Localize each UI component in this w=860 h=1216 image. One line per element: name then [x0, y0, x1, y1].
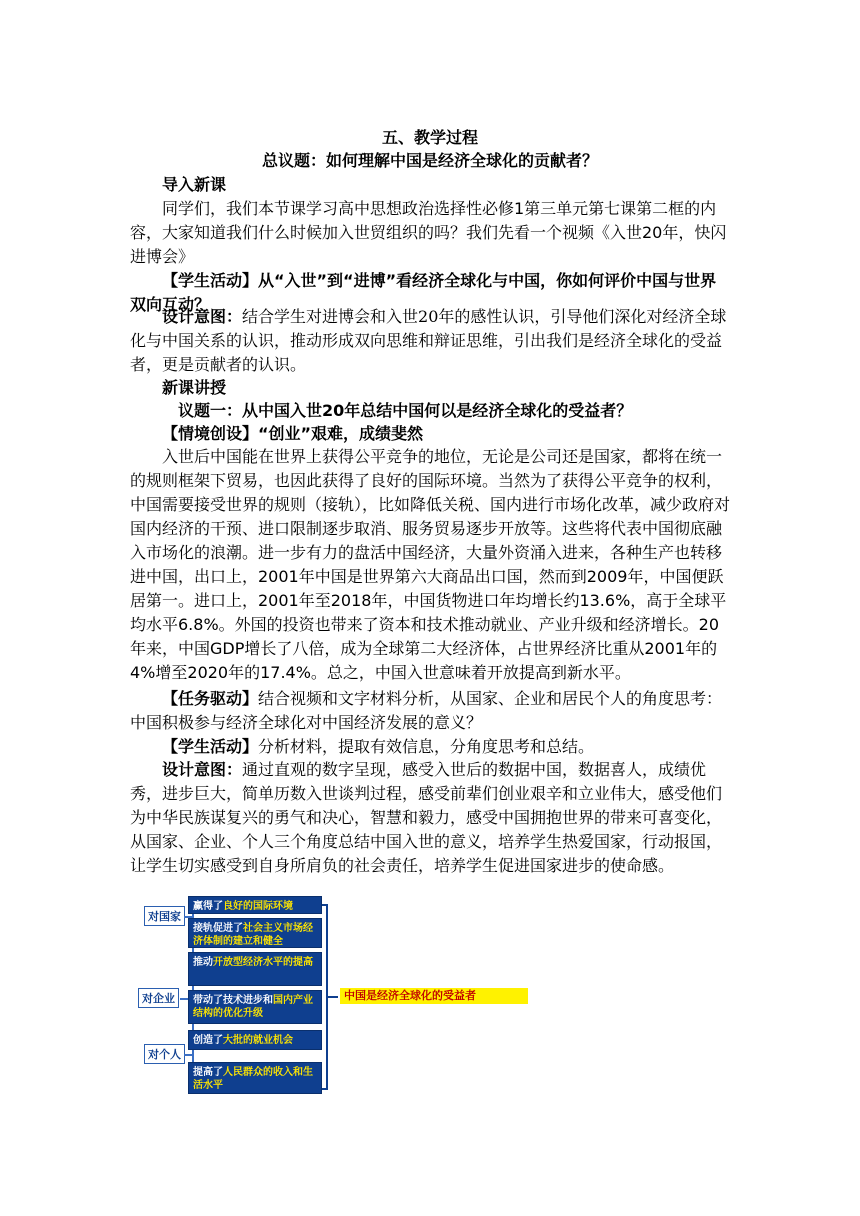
category-person: 对个人	[144, 1044, 185, 1064]
section-title: 五、教学过程	[381, 128, 478, 147]
benefit-box-2	[188, 918, 322, 948]
main-topic: 总议题：如何理解中国是经济全球化的贡献者？	[261, 151, 598, 170]
box4-highlight: 国内产业结构的优化升级	[193, 995, 313, 1019]
benefit-box-1	[188, 896, 322, 914]
task-paragraph	[130, 687, 730, 735]
design2-label: 设计意图：	[162, 760, 243, 779]
design1-text: 结合学生对进博会和入世20年的感性认识，引导他们深化对经济全球化与中国关系的认识，推动形成双向思维和辩证思维，引出我们是经济全球化的受益者，更是贡献者的认识。	[130, 307, 727, 374]
box5-text: 创造了	[193, 1035, 223, 1046]
activity2-label: 【学生活动】	[162, 737, 259, 756]
design2-text: 通过直观的数字呈现，感受入世后的数据中国，数据喜人，成绩优秀，进步巨大，简单历数入世谈判过程，感受前辈们创业艰辛和立业伟大，感受他们为中华民族谋复兴的勇气和决心，智慧和毅力，感受中国拥抱世界的带来可喜变化，从国家、企业、个人三个角度总结中国入世的意义，培养学生热爱国家，行动报国，让学生切实感受到自身所肩负的社会责任，培养学生促进国家进步的使命感。	[130, 760, 723, 875]
box6-text: 提高了	[193, 1067, 223, 1078]
category-enterprise: 对企业	[138, 988, 179, 1008]
benefit-box-5	[188, 1030, 322, 1050]
scenario-heading	[130, 422, 730, 446]
box3-highlight: 开放型经济水平的提高	[213, 957, 313, 968]
connector-line	[184, 1054, 192, 1056]
box1-text: 赢得了	[193, 901, 223, 912]
bracket-cap	[322, 904, 328, 906]
activity2-paragraph	[130, 735, 730, 759]
bracket-arm	[328, 996, 338, 998]
box3-text: 推动	[193, 957, 213, 968]
activity1-text: 从“入世”到“进博”看经济全球化与中国，你如何评价中国与世界双向互动？	[130, 271, 717, 314]
design1-label: 设计意图：	[162, 307, 243, 326]
bracket-cap	[322, 1088, 328, 1090]
task-text: 结合视频和文字材料分析，从国家、企业和居民个人的角度思考：中国积极参与经济全球化对中国经济发展的意义？	[130, 689, 723, 732]
intro-paragraph: 同学们，我们本节课学习高中思想政治选择性必修1第三单元第七课第二框的内容，大家知道我们什么时候加入世贸组织的吗？我们先看一个视频《入世20年，快闪进博会》	[130, 199, 727, 266]
scenario-title: “创业”艰难，成绩斐然	[258, 424, 424, 443]
box2-highlight: 社会主义市场经济体制的建立和健全	[193, 923, 313, 947]
summary-diagram	[130, 890, 550, 1095]
activity1-label: 【学生活动】	[162, 271, 259, 290]
topic1-heading: 议题一：从中国入世20年总结中国何以是经济全球化的受益者？	[178, 401, 633, 420]
scenario-paragraph: 入世后中国能在世界上获得公平竞争的地位，无论是公司还是国家，都将在统一的规则框架下贸易，也因此获得了良好的国际环境。当然为了获得公平竞争的权利，中国需要接受世界的规则（接轨），比如降低关税、国内进行市场化改革，减少政府对国内经济的干预、进口限制逐步取消、服务贸易逐步开放等。这些将代表中国彻底融入市场化的浪潮。进一步有力的盘活中国经济，大量外资涌入进来，各种生产也转移进中国，出口上，2001年中国是世界第六大商品出口国，然而到2009年，中国便跃居第一。进口上，2001年至2018年，中国货物进口年均增长约13.6%，高于全球平均水平6.8%。外国的投资也带来了资本和技术推动就业、产业升级和经济增长。20年来，中国GDP增长了八倍，成为全球第二大经济体，占世界经济比重从2001年的4%增至2020年的17.4%。总之，中国入世意味着开放提高到新水平。	[130, 447, 731, 682]
box4-text: 带动了技术进步和	[193, 995, 273, 1006]
result-label: 中国是经济全球化的受益者	[340, 988, 528, 1004]
activity2-text: 分析材料，提取有效信息，分角度思考和总结。	[258, 737, 595, 756]
benefit-box-3	[188, 952, 322, 986]
box1-highlight: 良好的国际环境	[223, 901, 293, 912]
scenario-label: 【情境创设】	[162, 424, 259, 443]
design1-paragraph	[130, 305, 730, 377]
benefit-box-6	[188, 1062, 322, 1094]
task-label: 【任务驱动】	[162, 689, 259, 708]
box2-text: 接轨促进了	[193, 923, 243, 934]
design2-paragraph	[130, 758, 730, 878]
box5-highlight: 大批的就业机会	[223, 1035, 293, 1046]
box6-highlight: 人民群众的收入和生活水平	[193, 1067, 313, 1091]
intro-heading: 导入新课	[162, 175, 227, 194]
benefit-box-4	[188, 990, 322, 1024]
new-lesson-heading: 新课讲授	[162, 378, 227, 397]
category-country: 对国家	[144, 906, 185, 926]
